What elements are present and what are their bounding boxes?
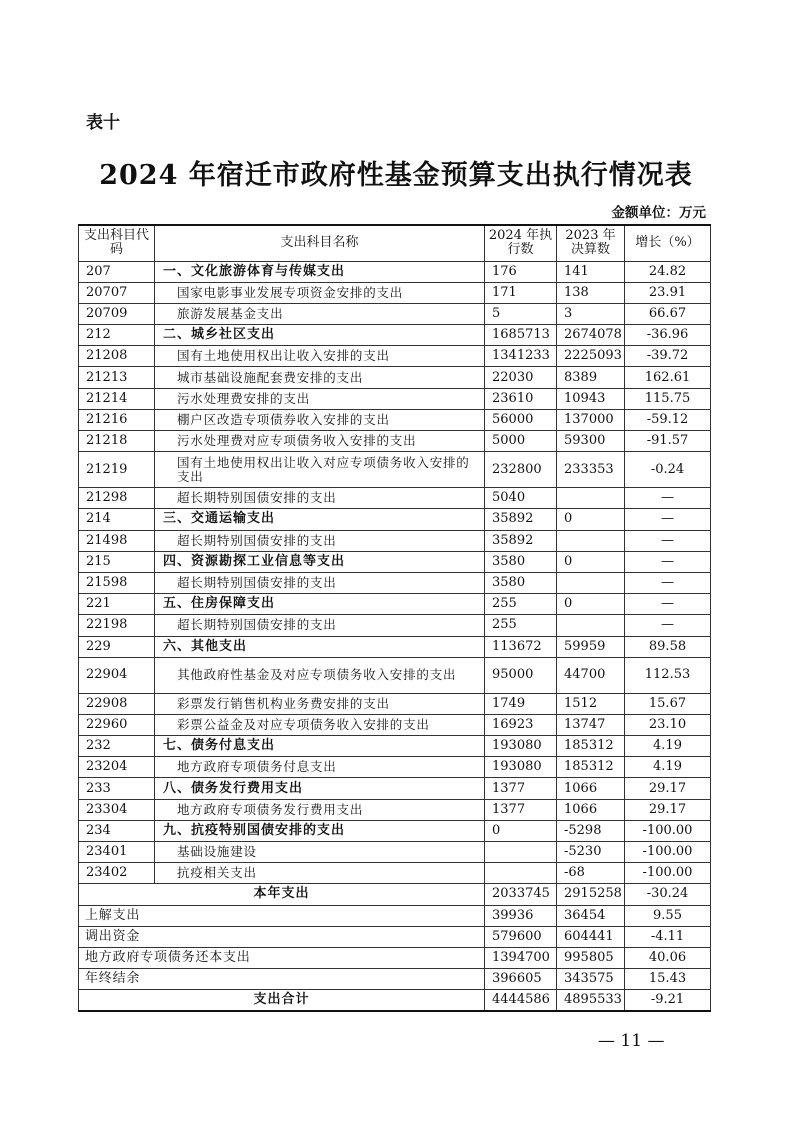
row-2023: 185312	[557, 757, 625, 778]
row-2024: 1377	[485, 778, 557, 799]
row-growth: —	[625, 572, 711, 593]
row-growth: -100.00	[625, 820, 711, 841]
table-row	[79, 799, 711, 820]
table-row	[79, 693, 711, 714]
table-row	[79, 551, 711, 572]
row-growth: 24.82	[625, 261, 711, 282]
table-row	[79, 778, 711, 799]
row-name: 超长期特别国债安排的支出	[155, 572, 485, 593]
expenditure-table	[78, 224, 711, 1012]
row-growth: -100.00	[625, 863, 711, 884]
row-growth: —	[625, 551, 711, 572]
row-2023: 0	[557, 509, 625, 530]
row-code: 229	[79, 636, 155, 657]
row-code: 22904	[79, 657, 155, 693]
row-growth: 4.19	[625, 736, 711, 757]
row-2023	[557, 615, 625, 636]
extra-growth: 9.55	[625, 905, 711, 926]
table-row	[79, 488, 711, 509]
row-2024	[485, 842, 557, 863]
row-name: 其他政府性基金及对应专项债务收入安排的支出	[155, 657, 485, 693]
row-name: 旅游发展基金支出	[155, 303, 485, 324]
row-2024: 35892	[485, 530, 557, 551]
row-code: 21213	[79, 367, 155, 388]
row-code: 21218	[79, 431, 155, 452]
table-header-row	[79, 225, 711, 261]
row-code: 21498	[79, 530, 155, 551]
extra-row	[79, 926, 711, 947]
extra-row	[79, 969, 711, 990]
row-code: 23401	[79, 842, 155, 863]
row-2023: -68	[557, 863, 625, 884]
row-2024: 35892	[485, 509, 557, 530]
row-2023: 8389	[557, 367, 625, 388]
unit-label: 金额单位：万元	[611, 205, 706, 221]
table-row	[79, 842, 711, 863]
row-2023	[557, 572, 625, 593]
row-2023	[557, 488, 625, 509]
table-row	[79, 863, 711, 884]
extra-2023: 343575	[557, 969, 625, 990]
row-2024: 176	[485, 261, 557, 282]
row-code: 22960	[79, 714, 155, 735]
row-growth: 112.53	[625, 657, 711, 693]
table-row	[79, 261, 711, 282]
row-code: 234	[79, 820, 155, 841]
header-2024: 2024 年执行数	[485, 225, 557, 261]
row-growth: 23.10	[625, 714, 711, 735]
extra-row	[79, 947, 711, 968]
row-growth: 66.67	[625, 303, 711, 324]
row-2023: -5230	[557, 842, 625, 863]
row-code: 23304	[79, 799, 155, 820]
row-2023: 138	[557, 282, 625, 303]
row-2024: 0	[485, 820, 557, 841]
row-2024: 113672	[485, 636, 557, 657]
row-2024: 1685713	[485, 325, 557, 346]
page-number: — 11 —	[598, 1031, 665, 1051]
row-code: 20707	[79, 282, 155, 303]
total-row	[79, 990, 711, 1011]
row-code: 21598	[79, 572, 155, 593]
table-row	[79, 367, 711, 388]
row-growth: -36.96	[625, 325, 711, 346]
row-growth: —	[625, 488, 711, 509]
row-2023: 185312	[557, 736, 625, 757]
row-2024: 56000	[485, 409, 557, 430]
row-name: 四、资源勘探工业信息等支出	[155, 551, 485, 572]
extra-2023: 995805	[557, 947, 625, 968]
row-code: 221	[79, 594, 155, 615]
row-code: 22908	[79, 693, 155, 714]
row-2023	[557, 530, 625, 551]
table-row	[79, 714, 711, 735]
row-code: 20709	[79, 303, 155, 324]
header-name: 支出科目名称	[155, 225, 485, 261]
row-2024: 5040	[485, 488, 557, 509]
row-code: 233	[79, 778, 155, 799]
table-row	[79, 388, 711, 409]
row-2023: -5298	[557, 820, 625, 841]
row-name: 彩票发行销售机构业务费安排的支出	[155, 693, 485, 714]
row-2023: 1512	[557, 693, 625, 714]
row-name: 八、债务发行费用支出	[155, 778, 485, 799]
table-row	[79, 657, 711, 693]
row-growth: 29.17	[625, 799, 711, 820]
row-2023: 1066	[557, 799, 625, 820]
row-code: 215	[79, 551, 155, 572]
row-growth: -0.24	[625, 452, 711, 488]
row-name: 地方政府专项债务付息支出	[155, 757, 485, 778]
row-2024: 1341233	[485, 346, 557, 367]
row-2023: 141	[557, 261, 625, 282]
extra-row	[79, 905, 711, 926]
row-code: 214	[79, 509, 155, 530]
extra-2024: 39936	[485, 905, 557, 926]
row-name: 彩票公益金及对应专项债务收入安排的支出	[155, 714, 485, 735]
row-growth: —	[625, 530, 711, 551]
row-name: 国家电影事业发展专项资金安排的支出	[155, 282, 485, 303]
row-code: 23204	[79, 757, 155, 778]
total-label: 支出合计	[79, 990, 485, 1011]
total-growth: -9.21	[625, 990, 711, 1011]
extra-growth: -4.11	[625, 926, 711, 947]
row-2023: 2225093	[557, 346, 625, 367]
total-2024: 4444586	[485, 990, 557, 1011]
row-name: 超长期特别国债安排的支出	[155, 488, 485, 509]
row-2023: 137000	[557, 409, 625, 430]
header-growth: 增长（%）	[625, 225, 711, 261]
total-2023: 4895533	[557, 990, 625, 1011]
extra-growth: 40.06	[625, 947, 711, 968]
row-code: 207	[79, 261, 155, 282]
row-name: 超长期特别国债安排的支出	[155, 530, 485, 551]
table-row	[79, 736, 711, 757]
subtotal-growth: -30.24	[625, 884, 711, 905]
subtotal-label: 本年支出	[79, 884, 485, 905]
row-code: 21298	[79, 488, 155, 509]
row-code: 22198	[79, 615, 155, 636]
row-growth: -39.72	[625, 346, 711, 367]
table-row	[79, 282, 711, 303]
row-code: 21219	[79, 452, 155, 488]
subtotal-row	[79, 884, 711, 905]
table-row	[79, 757, 711, 778]
row-name: 基础设施建设	[155, 842, 485, 863]
header-code: 支出科目代码	[79, 225, 155, 261]
row-name: 城市基础设施配套费安排的支出	[155, 367, 485, 388]
row-name: 地方政府专项债务发行费用支出	[155, 799, 485, 820]
row-code: 21214	[79, 388, 155, 409]
row-name: 国有土地使用权出让收入对应专项债务收入安排的支出	[155, 452, 485, 488]
row-growth: -91.57	[625, 431, 711, 452]
table-row	[79, 509, 711, 530]
row-2024: 5000	[485, 431, 557, 452]
table-row	[79, 530, 711, 551]
row-growth: 115.75	[625, 388, 711, 409]
table-row	[79, 594, 711, 615]
row-2024: 171	[485, 282, 557, 303]
row-2024: 16923	[485, 714, 557, 735]
table-row	[79, 820, 711, 841]
row-2024: 23610	[485, 388, 557, 409]
row-growth: —	[625, 594, 711, 615]
row-growth: 15.67	[625, 693, 711, 714]
extra-growth: 15.43	[625, 969, 711, 990]
row-2023: 13747	[557, 714, 625, 735]
row-name: 棚户区改造专项债券收入安排的支出	[155, 409, 485, 430]
row-name: 污水处理费对应专项债务收入安排的支出	[155, 431, 485, 452]
extra-2023: 36454	[557, 905, 625, 926]
row-name: 超长期特别国债安排的支出	[155, 615, 485, 636]
table-row	[79, 452, 711, 488]
row-code: 212	[79, 325, 155, 346]
page-title: 2024 年宿迁市政府性基金预算支出执行情况表	[99, 160, 693, 191]
row-2024: 3580	[485, 551, 557, 572]
row-2024: 232800	[485, 452, 557, 488]
row-2024: 193080	[485, 757, 557, 778]
table-row	[79, 636, 711, 657]
row-growth: 23.91	[625, 282, 711, 303]
row-2023: 59959	[557, 636, 625, 657]
row-growth: 4.19	[625, 757, 711, 778]
row-2023: 44700	[557, 657, 625, 693]
row-name: 三、交通运输支出	[155, 509, 485, 530]
table-row	[79, 325, 711, 346]
row-name: 七、债务付息支出	[155, 736, 485, 757]
row-2023: 233353	[557, 452, 625, 488]
row-2023: 0	[557, 594, 625, 615]
row-growth: 29.17	[625, 778, 711, 799]
extra-name: 调出资金	[79, 926, 485, 947]
row-2024	[485, 863, 557, 884]
row-2023: 1066	[557, 778, 625, 799]
extra-2023: 604441	[557, 926, 625, 947]
row-2024: 3580	[485, 572, 557, 593]
row-name: 五、住房保障支出	[155, 594, 485, 615]
row-2024: 1749	[485, 693, 557, 714]
row-growth: 162.61	[625, 367, 711, 388]
row-name: 二、城乡社区支出	[155, 325, 485, 346]
subtotal-2023: 2915258	[557, 884, 625, 905]
row-growth: -100.00	[625, 842, 711, 863]
row-name: 一、文化旅游体育与传媒支出	[155, 261, 485, 282]
row-growth: —	[625, 615, 711, 636]
table-row	[79, 431, 711, 452]
extra-name: 地方政府专项债务还本支出	[79, 947, 485, 968]
extra-2024: 579600	[485, 926, 557, 947]
row-2024: 255	[485, 615, 557, 636]
extra-name: 年终结余	[79, 969, 485, 990]
row-growth: 89.58	[625, 636, 711, 657]
row-2024: 22030	[485, 367, 557, 388]
row-name: 国有土地使用权出让收入安排的支出	[155, 346, 485, 367]
row-2023: 10943	[557, 388, 625, 409]
row-code: 23402	[79, 863, 155, 884]
header-2023: 2023 年决算数	[557, 225, 625, 261]
row-2024: 95000	[485, 657, 557, 693]
row-2024: 193080	[485, 736, 557, 757]
table-row	[79, 409, 711, 430]
row-2024: 5	[485, 303, 557, 324]
row-code: 21208	[79, 346, 155, 367]
row-growth: —	[625, 509, 711, 530]
table-row	[79, 346, 711, 367]
row-2024: 255	[485, 594, 557, 615]
row-2024: 1377	[485, 799, 557, 820]
row-2023: 59300	[557, 431, 625, 452]
row-2023: 3	[557, 303, 625, 324]
table-row	[79, 572, 711, 593]
row-code: 21216	[79, 409, 155, 430]
subtotal-2024: 2033745	[485, 884, 557, 905]
extra-2024: 1394700	[485, 947, 557, 968]
table-label: 表十	[86, 113, 120, 133]
row-code: 232	[79, 736, 155, 757]
extra-2024: 396605	[485, 969, 557, 990]
extra-name: 上解支出	[79, 905, 485, 926]
row-name: 污水处理费安排的支出	[155, 388, 485, 409]
row-2023: 2674078	[557, 325, 625, 346]
row-growth: -59.12	[625, 409, 711, 430]
row-name: 九、抗疫特别国债安排的支出	[155, 820, 485, 841]
row-name: 抗疫相关支出	[155, 863, 485, 884]
table-row	[79, 303, 711, 324]
table-row	[79, 615, 711, 636]
row-name: 六、其他支出	[155, 636, 485, 657]
row-2023: 0	[557, 551, 625, 572]
